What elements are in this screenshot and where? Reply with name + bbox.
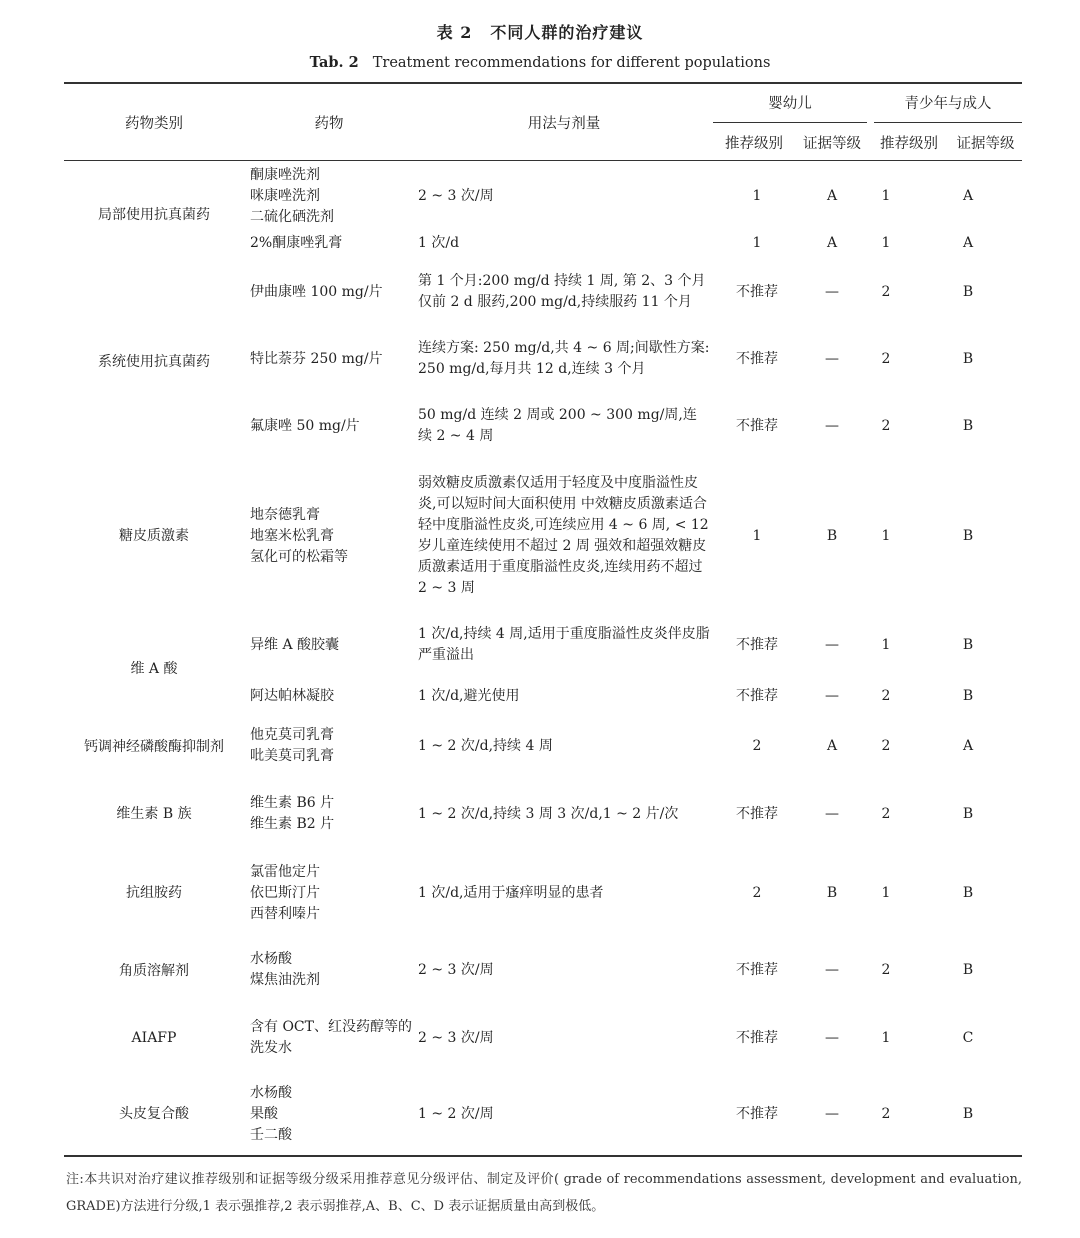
- drug-text: 维生素 B6 片 维生素 B2 片: [250, 795, 335, 832]
- usage-cell: [418, 948, 710, 992]
- usage-cell: [418, 860, 710, 926]
- category-cell: 抗组胺药: [126, 884, 182, 901]
- infant-ev-cell: —: [825, 1029, 839, 1046]
- category-cell: 维生素 B 族: [116, 805, 192, 822]
- adult-rec-cell: 2: [881, 350, 891, 367]
- infant-rec-cell: 不推荐: [736, 636, 778, 653]
- adult-ev-cell: B: [962, 805, 974, 822]
- category-cell: 维 A 酸: [130, 660, 178, 677]
- usage-cell: [418, 337, 710, 381]
- adult-ev-cell: B: [962, 527, 974, 544]
- adult-rec-cell: 1: [881, 234, 891, 251]
- drug-text: 他克莫司乳膏 吡美莫司乳膏: [250, 727, 334, 764]
- adult-rec-cell: 2: [881, 283, 891, 300]
- adult-rec-cell: 1: [881, 884, 891, 901]
- adult-ev-cell: B: [962, 636, 974, 653]
- usage-cell: [418, 270, 710, 314]
- category-cell: 角质溶解剂: [119, 962, 189, 979]
- category-cell: 系统使用抗真菌药: [98, 353, 210, 370]
- infant-ev-cell: —: [825, 805, 839, 822]
- drug-cell: [250, 404, 410, 448]
- table-title-en-text: Treatment recommendations for different populations: [372, 55, 771, 71]
- drug-text: 氯雷他定片 依巴斯汀片 西替利嗪片: [250, 863, 320, 922]
- bottom-rule: [64, 1155, 1022, 1157]
- header-adult-ev: 证据等级: [956, 136, 1015, 152]
- infant-ev-cell: A: [826, 234, 838, 251]
- usage-cell: [418, 684, 710, 708]
- infant-ev-cell: —: [825, 636, 839, 653]
- infant-ev-cell: —: [825, 350, 839, 367]
- infant-ev-cell: —: [825, 687, 839, 704]
- infant-rec-cell: 不推荐: [736, 283, 778, 300]
- table-title-cn-text: 不同人群的治疗建议: [490, 23, 644, 42]
- usage-cell: [418, 232, 710, 254]
- usage-cell: [418, 1082, 710, 1146]
- adult-ev-cell: B: [962, 687, 974, 704]
- usage-text: 2 ~ 3 次/周: [418, 961, 494, 978]
- infant-rec-cell: 不推荐: [736, 805, 778, 822]
- infant-rec-cell: 1: [752, 187, 762, 204]
- usage-text: 1 ~ 2 次/d,持续 4 周: [418, 737, 553, 754]
- adult-ev-cell: B: [962, 417, 974, 434]
- table-footnote: 注:本共识对治疗建议推荐级别和证据等级分级采用推荐意见分级评估、制定及评价( grade of recommendations assessment, development and evaluation, GRADE)方法进行分级,1 表示强推荐,2 表示弱推荐,A、B、C、D 表示证据质量由高到极低。: [66, 1172, 1022, 1214]
- adult-rec-cell: 2: [881, 737, 891, 754]
- category-cell: 糖皮质激素: [119, 527, 189, 544]
- adult-ev-cell: B: [962, 1105, 974, 1122]
- drug-cell: [250, 792, 410, 836]
- drug-cell: [250, 860, 410, 926]
- table-label-cn: 表 2: [436, 23, 473, 42]
- adult-rec-cell: 1: [881, 187, 891, 204]
- table-label-en: Tab. 2: [309, 54, 359, 71]
- usage-cell: [418, 404, 710, 448]
- drug-cell: [250, 270, 410, 314]
- drug-text: 水杨酸 煤焦油洗剂: [250, 951, 320, 988]
- adult-subheader-rule: [874, 122, 1022, 123]
- category-cell: 局部使用抗真菌药: [98, 206, 210, 223]
- usage-text: 2 ~ 3 次/周: [418, 1029, 494, 1046]
- drug-cell: [250, 462, 410, 610]
- usage-text: 1 次/d,适用于瘙痒明显的患者: [418, 884, 604, 901]
- drug-text: 2%酮康唑乳膏: [250, 234, 343, 251]
- drug-cell: [250, 724, 410, 768]
- drug-cell: [250, 1016, 412, 1060]
- adult-ev-cell: B: [962, 350, 974, 367]
- infant-ev-cell: A: [826, 737, 838, 754]
- adult-rec-cell: 1: [881, 636, 891, 653]
- header-adult-rec: 推荐级别: [880, 136, 938, 152]
- header-category: 药物类别: [125, 116, 183, 132]
- infant-ev-cell: —: [825, 283, 839, 300]
- header-infant-ev: 证据等级: [803, 136, 861, 152]
- adult-rec-cell: 2: [881, 1105, 891, 1122]
- usage-cell: [418, 623, 710, 667]
- adult-ev-cell: B: [962, 961, 974, 978]
- drug-text: 氟康唑 50 mg/片: [250, 417, 360, 434]
- drug-cell: [250, 164, 410, 228]
- infant-rec-cell: 不推荐: [736, 1029, 778, 1046]
- drug-text: 伊曲康唑 100 mg/片: [250, 283, 383, 300]
- infant-rec-cell: 不推荐: [736, 687, 778, 704]
- infant-rec-cell: 不推荐: [736, 417, 778, 434]
- usage-text: 连续方案: 250 mg/d,共 4 ~ 6 周;间歇性方案: 250 mg/d,每月共 12 d,连续 3 个月: [418, 340, 710, 377]
- header-infant: 婴幼儿: [768, 96, 812, 112]
- header-usage: 用法与剂量: [527, 116, 601, 132]
- adult-rec-cell: 2: [881, 805, 891, 822]
- category-cell: 头皮复合酸: [119, 1105, 189, 1122]
- usage-cell: [418, 164, 710, 228]
- infant-ev-cell: —: [825, 417, 839, 434]
- infant-ev-cell: —: [825, 961, 839, 978]
- drug-text: 阿达帕林凝胶: [250, 687, 334, 704]
- header-drug: 药物: [314, 116, 344, 132]
- infant-ev-cell: B: [826, 527, 838, 544]
- drug-cell: [250, 684, 410, 708]
- adult-rec-cell: 1: [881, 1029, 891, 1046]
- infant-ev-cell: A: [826, 187, 838, 204]
- adult-rec-cell: 2: [881, 687, 891, 704]
- adult-ev-cell: C: [962, 1029, 974, 1046]
- usage-text: 弱效糖皮质激素仅适用于轻度及中度脂溢性皮炎,可以短时间大面积使用 中效糖皮质激素适合轻中度脂溢性皮炎,可连续应用 4 ~ 6 周, < 12 岁儿童连续使用不超过 2 周 强效和超强效糖皮质激素适用于重度脂溢性皮炎,连续用药不超过 2 ~ 3 周: [418, 475, 709, 596]
- drug-text: 地奈德乳膏 地塞米松乳膏 氢化可的松霜等: [250, 506, 348, 565]
- usage-cell: [418, 1016, 710, 1060]
- drug-cell: [250, 623, 410, 667]
- header-infant-rec: 推荐级别: [725, 136, 783, 152]
- header-adult: 青少年与成人: [904, 96, 992, 112]
- usage-text: 1 次/d,避光使用: [418, 687, 520, 704]
- adult-ev-cell: A: [962, 187, 974, 204]
- table-title-en: [0, 54, 1080, 71]
- drug-text: 特比萘芬 250 mg/片: [250, 350, 383, 367]
- category-cell: AIAFP: [131, 1029, 177, 1046]
- infant-rec-cell: 2: [752, 737, 762, 754]
- adult-rec-cell: 2: [881, 417, 891, 434]
- usage-text: 1 ~ 2 次/d,持续 3 周 3 次/d,1 ~ 2 片/次: [418, 805, 679, 822]
- usage-cell: [418, 462, 710, 610]
- adult-rec-cell: 1: [881, 527, 891, 544]
- drug-cell: [250, 1082, 410, 1146]
- usage-text: 1 次/d,持续 4 周,适用于重度脂溢性皮炎伴皮脂严重溢出: [418, 626, 710, 663]
- infant-rec-cell: 2: [752, 884, 762, 901]
- category-cell: 钙调神经磷酸酶抑制剂: [84, 738, 224, 755]
- infant-ev-cell: —: [825, 1105, 839, 1122]
- usage-text: 1 次/d: [418, 234, 460, 251]
- infant-rec-cell: 不推荐: [736, 961, 778, 978]
- infant-rec-cell: 不推荐: [736, 1105, 778, 1122]
- adult-ev-cell: A: [962, 234, 974, 251]
- adult-ev-cell: A: [962, 737, 974, 754]
- usage-text: 第 1 个月:200 mg/d 持续 1 周, 第 2、3 个月仅前 2 d 服药,200 mg/d,持续服药 11 个月: [418, 273, 706, 310]
- adult-ev-cell: B: [962, 884, 974, 901]
- infant-rec-cell: 1: [752, 527, 762, 544]
- infant-rec-cell: 不推荐: [736, 350, 778, 367]
- header-bottom-rule: [64, 160, 1022, 161]
- drug-text: 异维 A 酸胶囊: [250, 636, 340, 653]
- adult-ev-cell: B: [962, 283, 974, 300]
- drug-cell: [250, 337, 410, 381]
- usage-cell: [418, 792, 710, 836]
- usage-cell: [418, 724, 710, 768]
- adult-rec-cell: 2: [881, 961, 891, 978]
- drug-text: 水杨酸 果酸 壬二酸: [250, 1084, 292, 1143]
- drug-cell: [250, 948, 410, 992]
- infant-ev-cell: B: [826, 884, 838, 901]
- usage-text: 2 ~ 3 次/周: [418, 187, 494, 204]
- infant-rec-cell: 1: [752, 234, 762, 251]
- usage-text: 50 mg/d 连续 2 周或 200 ~ 300 mg/周,连续 2 ~ 4 周: [418, 407, 697, 444]
- table-title-cn: [0, 20, 1080, 43]
- infant-subheader-rule: [713, 122, 867, 123]
- drug-text: 酮康唑洗剂 咪康唑洗剂 二硫化硒洗剂: [250, 166, 334, 225]
- drug-text: 含有 OCT、红没药醇等的洗发水: [250, 1019, 412, 1056]
- top-rule: [64, 82, 1022, 84]
- usage-text: 1 ~ 2 次/周: [418, 1105, 494, 1122]
- drug-cell: [250, 232, 410, 254]
